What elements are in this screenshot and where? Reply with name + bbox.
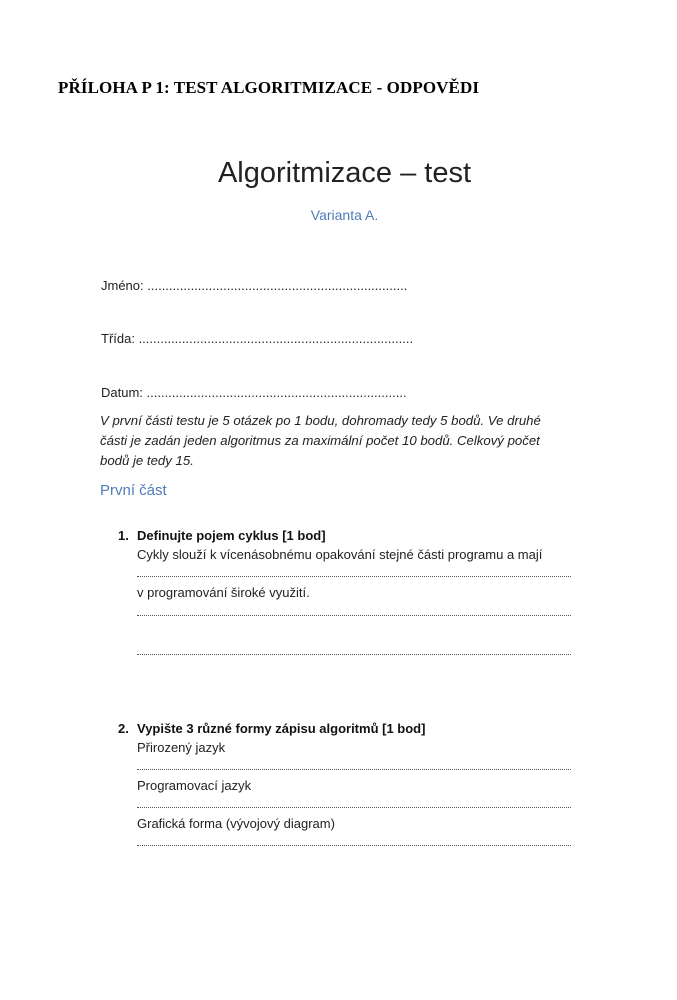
- question-2-answer-line-3: Grafická forma (vývojový diagram): [137, 816, 335, 831]
- question-2-title: Vypište 3 různé formy zápisu algoritmů [1 bod]: [137, 721, 426, 736]
- answer-dotted-line: [137, 576, 571, 577]
- answer-dotted-line: [137, 769, 571, 770]
- name-field: Jméno: ........................................................................: [101, 278, 408, 293]
- question-1-title: Definujte pojem cyklus [1 bod]: [137, 528, 326, 543]
- test-title: Algoritmizace – test: [217, 157, 472, 189]
- question-2-answer-line-1: Přirozený jazyk: [137, 740, 226, 755]
- question-1-number: 1.: [118, 528, 129, 543]
- answer-dotted-line: [137, 654, 571, 655]
- section-title: První část: [100, 482, 167, 499]
- appendix-heading: PŘÍLOHA P 1: TEST ALGORITMIZACE - ODPOVĚDI: [58, 78, 480, 97]
- answer-dotted-line: [137, 807, 571, 808]
- date-field: Datum: ........................................................................: [101, 385, 407, 400]
- question-1-answer-line-2: v programování široké využití.: [137, 585, 310, 600]
- class-field: Třída: ............................................................................: [101, 331, 414, 346]
- intro-text: V první části testu je 5 otázek po 1 bodu, dohromady tedy 5 bodů. Ve druhé části je zadán jeden algoritmus za maximální počet 10 bodů. Celkový počet bodů je tedy 15.: [100, 413, 541, 468]
- test-variant: Varianta A.: [310, 207, 379, 223]
- answer-dotted-line: [137, 615, 571, 616]
- question-2-answer-line-2: Programovací jazyk: [137, 778, 252, 793]
- answer-dotted-line: [137, 845, 571, 846]
- question-2-number: 2.: [118, 721, 129, 736]
- question-1-answer-line-1: Cykly slouží k vícenásobnému opakování stejné části programu a mají: [137, 547, 543, 562]
